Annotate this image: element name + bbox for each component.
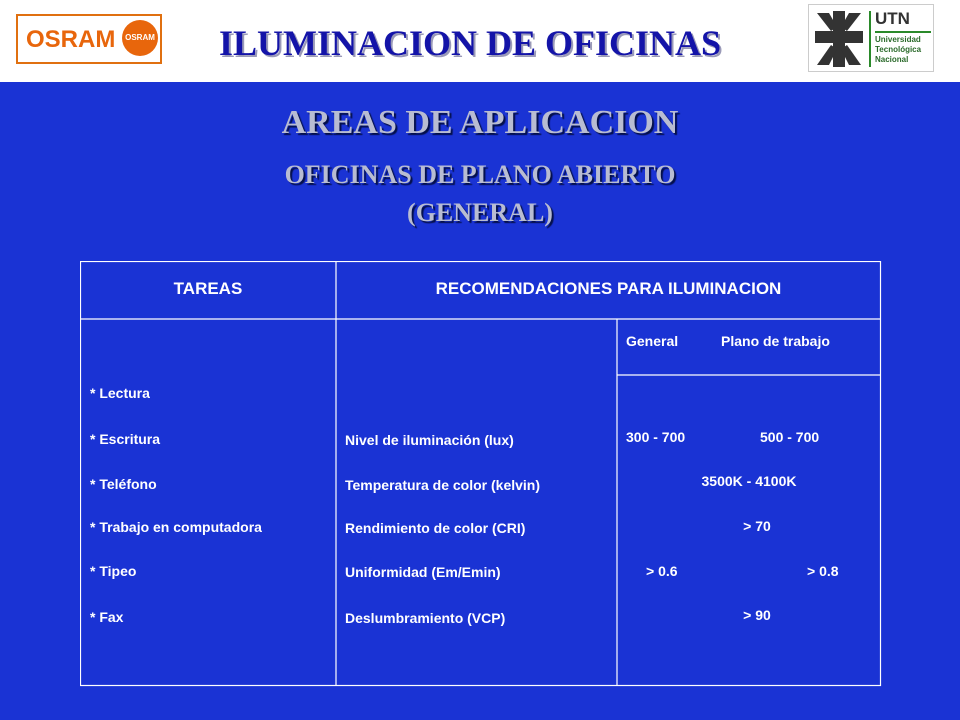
parameter-label: Rendimiento de color (CRI) [345,520,526,536]
header-recommendations: RECOMENDACIONES PARA ILUMINACION [435,279,782,298]
parameter-label: Uniformidad (Em/Emin) [345,564,501,580]
task-item: * Teléfono [90,476,157,492]
value-lux-general: 300 - 700 [626,429,686,445]
utn-sub-line: Universidad [875,35,921,44]
parameter-label: Temperatura de color (kelvin) [345,477,541,493]
osram-logo-word: OSRAM [26,26,116,53]
value-uniformity-work-plane: > 0.8 [807,563,839,579]
section-subtitle: OFICINAS DE PLANO ABIERTO [284,160,676,189]
utn-emblem-icon [813,9,865,69]
col-work-plane: Plano de trabajo [721,333,830,349]
header-bar [0,0,960,82]
utn-logo [808,4,934,72]
osram-bulb-icon [122,20,158,56]
value-lux-work-plane: 500 - 700 [760,429,820,445]
task-item: * Tipeo [90,563,137,579]
section-subtitle-qualifier: (GENERAL) [407,198,553,227]
task-item: * Fax [90,609,124,625]
utn-sub-line: Tecnológica [875,45,922,54]
section-title: AREAS DE APLICACION [281,104,679,141]
value-glare: > 90 [743,607,771,623]
task-item: * Escritura [90,431,161,447]
parameter-label: Nivel de iluminación (lux) [345,432,514,448]
utn-underline [875,31,931,33]
value-cri: > 70 [743,518,771,534]
task-item: * Trabajo en computadora [90,519,262,535]
page-title: ILUMINACION DE OFICINAS [218,23,722,63]
header-tasks: TAREAS [173,279,243,298]
utn-sub-line: Nacional [875,55,909,64]
osram-bulb-text: OSRAM [125,33,155,42]
osram-logo [16,14,162,64]
value-color-temp: 3500K - 4100K [701,473,797,489]
parameter-label: Deslumbramiento (VCP) [345,610,506,626]
col-general: General [626,333,679,349]
utn-subtitle [875,35,935,65]
value-uniformity-general: > 0.6 [646,563,678,579]
utn-divider [869,11,871,67]
utn-name: UTN [875,9,910,28]
task-item: * Lectura [90,385,150,401]
